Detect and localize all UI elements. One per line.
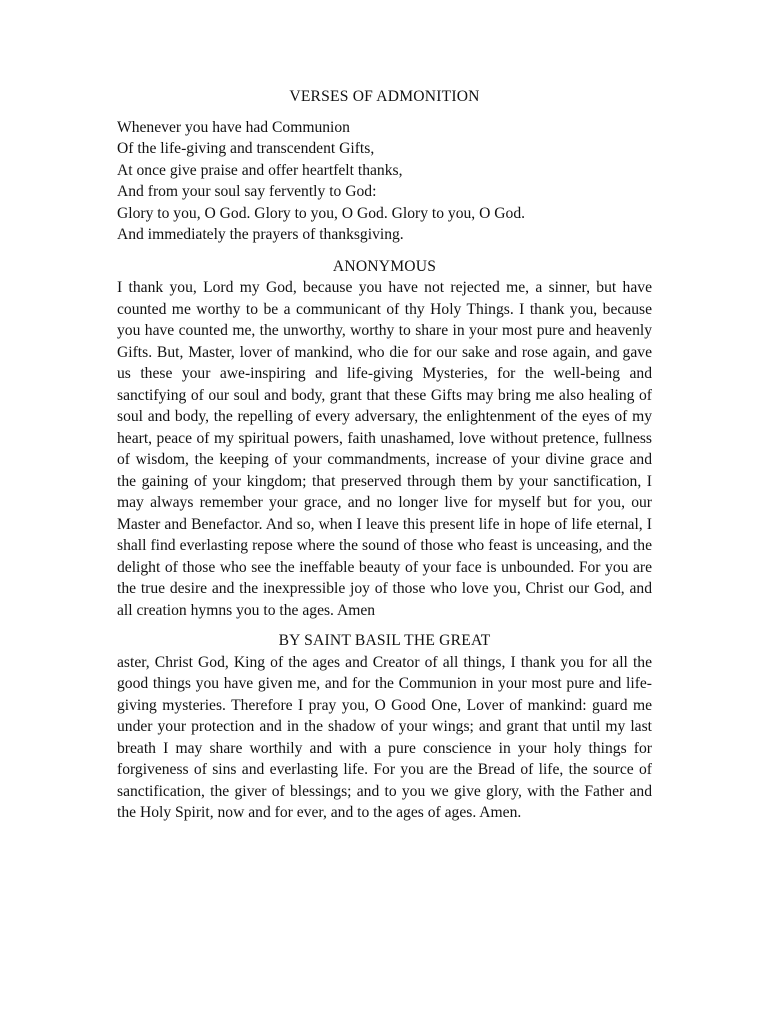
document-page (117, 86, 652, 824)
section-title-verses-of-admonition: VERSES OF ADMONITION (289, 88, 480, 105)
verse-line: Whenever you have had Communion (117, 118, 350, 136)
verse-line: And immediately the prayers of thanksgiving. (117, 226, 404, 243)
section-title-saint-basil: BY SAINT BASIL THE GREAT (278, 632, 491, 649)
verse-line: At once give praise and offer heartfelt thanks, (117, 161, 403, 179)
anonymous-prayer-paragraph: I thank you, Lord my God, because you have not rejected me, a sinner, but have counted me worthy to be a communicant of thy Holy Things. I thank you, because you have counted me, the unworthy, worthy to share in your most pure and heavenly Gifts. But, Master, lover of mankind, who die for our sake and rose again, and gave us these your awe-inspiring and life-giving Mysteries, for the well-being and sanctifying of our soul and body, grant that these Gifts may bring me also healing of soul and body, the repelling of every adversary, the enlightenment of the eyes of my heart, peace of my spiritual powers, faith unashamed, love without pretence, fullness of wisdom, the keeping of your commandments, increase of your divine grace and the gaining of your kingdom; that preserved through them by your sanctification, I may always remember your grace, and no longer live for myself but for you, our Master and Benefactor. And so, when I leave this present life in hope of life eternal, I shall find everlasting repose where the sound of those who feast is unceasing, and the delight of those who see the ineffable beauty of your face is unbounded. For you are the true desire and the inexpressible joy of those who love you, Christ our God, and all creation hymns you to the ages. Amen (117, 279, 652, 619)
saint-basil-prayer-paragraph: aster, Christ God, King of the ages and Creator of all things, I thank you for all the good things you have given me, and for the Communion in your most pure and life-giving mysteries. Therefore I pray you, O Good One, Lover of mankind: guard me under your protection and in the shadow of your wings; and grant that until my last breath I may share worthily and with a pure conscience in your holy things for forgiveness of sins and everlasting life. For you are the Bread of life, the source of sanctification, the giver of blessings; and to you we give glory, with the Father and the Holy Spirit, now and for ever, and to the ages of ages. Amen. (117, 653, 652, 821)
verse-line: And from your soul say fervently to God: (117, 183, 377, 200)
verse-block (117, 117, 652, 246)
section-title-anonymous: ANONYMOUS (332, 257, 437, 275)
verse-line: Of the life-giving and transcendent Gifts, (117, 140, 375, 157)
verse-line: Glory to you, O God. Glory to you, O God. Glory to you, O God. (117, 204, 526, 222)
